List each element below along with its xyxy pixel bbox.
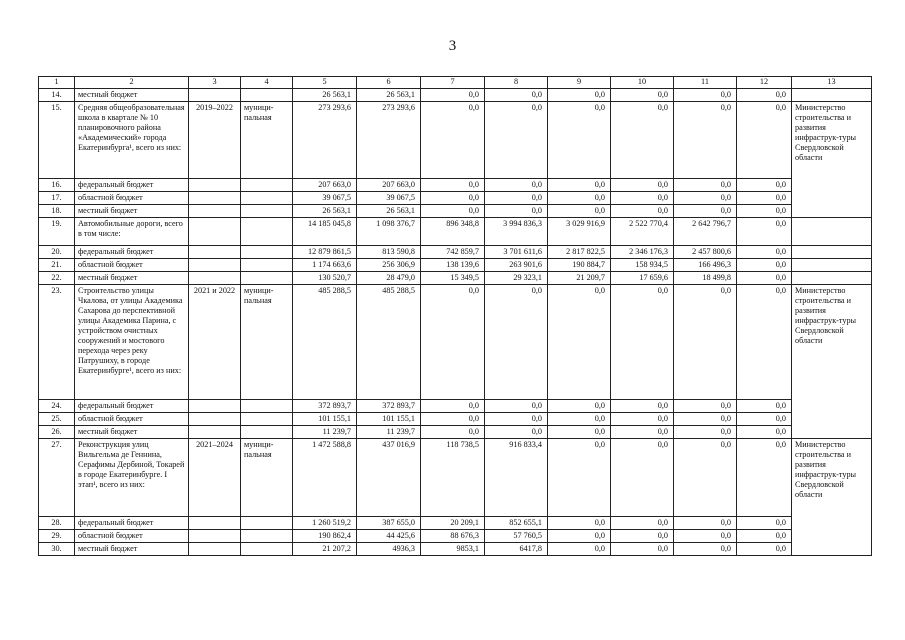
amount-cell: 0,0	[674, 543, 737, 556]
amount-cell: 0,0	[674, 205, 737, 218]
amount-cell: 0,0	[485, 400, 548, 413]
ownership-type	[241, 543, 293, 556]
ownership-type: муници-пальная	[241, 439, 293, 517]
amount-cell: 0,0	[611, 426, 674, 439]
header-cell: 11	[674, 77, 737, 89]
amount-cell: 0,0	[421, 413, 485, 426]
table-row	[39, 179, 872, 192]
amount-cell: 372 893,7	[293, 400, 357, 413]
amount-cell: 0,0	[737, 192, 792, 205]
table-row	[39, 543, 872, 556]
amount-cell: 813 590,8	[357, 246, 421, 259]
item-name: Реконструкция улиц Вильгельма де Геннина, Серафимы Дербиной, Токарей в городе Екатеринбурге. I этап¹, всего из них:	[75, 439, 189, 517]
implementation-years: 2021–2024	[189, 439, 241, 517]
row-number: 30.	[39, 543, 75, 556]
amount-cell: 21 207,2	[293, 543, 357, 556]
amount-cell: 0,0	[548, 517, 611, 530]
amount-cell: 39 067,5	[357, 192, 421, 205]
amount-cell: 4936,3	[357, 543, 421, 556]
amount-cell: 1 472 588,8	[293, 439, 357, 517]
amount-cell: 0,0	[737, 413, 792, 426]
item-name: федеральный бюджет	[75, 517, 189, 530]
header-cell: 2	[75, 77, 189, 89]
amount-cell: 0,0	[737, 89, 792, 102]
amount-cell: 273 293,6	[293, 102, 357, 179]
amount-cell: 0,0	[674, 285, 737, 400]
amount-cell: 0,0	[611, 543, 674, 556]
responsible-ministry	[792, 272, 872, 285]
header-cell: 1	[39, 77, 75, 89]
amount-cell: 916 833,4	[485, 439, 548, 517]
implementation-years	[189, 530, 241, 543]
responsible-ministry	[792, 246, 872, 259]
budget-table	[38, 76, 872, 556]
amount-cell: 0,0	[421, 102, 485, 179]
ownership-type	[241, 426, 293, 439]
amount-cell: 1 260 519,2	[293, 517, 357, 530]
amount-cell: 0,0	[611, 205, 674, 218]
amount-cell: 0,0	[611, 285, 674, 400]
implementation-years	[189, 272, 241, 285]
amount-cell: 44 425,6	[357, 530, 421, 543]
header-cell: 3	[189, 77, 241, 89]
amount-cell: 0,0	[548, 285, 611, 400]
table-row	[39, 426, 872, 439]
amount-cell: 0,0	[674, 413, 737, 426]
amount-cell: 2 346 176,3	[611, 246, 674, 259]
responsible-ministry	[792, 89, 872, 102]
row-number: 18.	[39, 205, 75, 218]
amount-cell: 0,0	[485, 205, 548, 218]
amount-cell: 0,0	[485, 179, 548, 192]
amount-cell: 57 760,5	[485, 530, 548, 543]
implementation-years: 2019–2022	[189, 102, 241, 179]
implementation-years	[189, 89, 241, 102]
amount-cell: 0,0	[674, 89, 737, 102]
table-row	[39, 439, 872, 517]
amount-cell: 0,0	[737, 102, 792, 179]
amount-cell: 485 288,5	[293, 285, 357, 400]
amount-cell: 0,0	[548, 400, 611, 413]
amount-cell: 190 884,7	[548, 259, 611, 272]
amount-cell: 0,0	[737, 517, 792, 530]
amount-cell: 9853,1	[421, 543, 485, 556]
item-name: Автомобильные дороги, всего в том числе:	[75, 218, 189, 246]
amount-cell: 263 901,6	[485, 259, 548, 272]
amount-cell: 29 323,1	[485, 272, 548, 285]
amount-cell: 0,0	[548, 192, 611, 205]
amount-cell: 0,0	[548, 530, 611, 543]
header-cell: 4	[241, 77, 293, 89]
amount-cell: 0,0	[485, 426, 548, 439]
row-number: 19.	[39, 218, 75, 246]
amount-cell: 387 655,0	[357, 517, 421, 530]
amount-cell: 0,0	[548, 89, 611, 102]
amount-cell: 2 522 770,4	[611, 218, 674, 246]
amount-cell: 852 655,1	[485, 517, 548, 530]
amount-cell: 101 155,1	[357, 413, 421, 426]
implementation-years	[189, 543, 241, 556]
amount-cell: 166 496,3	[674, 259, 737, 272]
responsible-ministry	[792, 192, 872, 205]
table-row	[39, 285, 872, 400]
header-cell: 10	[611, 77, 674, 89]
item-name: местный бюджет	[75, 89, 189, 102]
amount-cell: 0,0	[485, 89, 548, 102]
responsible-ministry	[792, 218, 872, 246]
implementation-years	[189, 218, 241, 246]
amount-cell: 0,0	[611, 413, 674, 426]
item-name: местный бюджет	[75, 205, 189, 218]
amount-cell: 2 642 796,7	[674, 218, 737, 246]
amount-cell: 0,0	[611, 400, 674, 413]
responsible-ministry	[792, 426, 872, 439]
amount-cell: 0,0	[548, 102, 611, 179]
row-number: 27.	[39, 439, 75, 517]
amount-cell: 0,0	[737, 272, 792, 285]
amount-cell: 0,0	[737, 543, 792, 556]
amount-cell: 485 288,5	[357, 285, 421, 400]
amount-cell: 3 701 611,6	[485, 246, 548, 259]
amount-cell: 2 457 800,6	[674, 246, 737, 259]
table-body	[39, 77, 872, 556]
amount-cell: 0,0	[421, 192, 485, 205]
row-number: 23.	[39, 285, 75, 400]
amount-cell: 17 659,6	[611, 272, 674, 285]
row-number: 14.	[39, 89, 75, 102]
ownership-type	[241, 517, 293, 530]
table-row	[39, 517, 872, 530]
row-number: 25.	[39, 413, 75, 426]
amount-cell: 0,0	[674, 439, 737, 517]
row-number: 16.	[39, 179, 75, 192]
ownership-type: муници-пальная	[241, 285, 293, 400]
amount-cell: 0,0	[421, 179, 485, 192]
responsible-ministry	[792, 530, 872, 543]
responsible-ministry	[792, 413, 872, 426]
implementation-years	[189, 400, 241, 413]
table-row	[39, 102, 872, 179]
item-name: Средняя общеобразовательная школа в квартале № 10 планировочного района «Академический» города Екатеринбурга¹, всего из них:	[75, 102, 189, 179]
amount-cell: 0,0	[485, 192, 548, 205]
amount-cell: 2 817 822,5	[548, 246, 611, 259]
amount-cell: 0,0	[611, 89, 674, 102]
implementation-years	[189, 246, 241, 259]
responsible-ministry	[792, 179, 872, 192]
amount-cell: 0,0	[737, 179, 792, 192]
ownership-type: муници-пальная	[241, 102, 293, 179]
item-name: местный бюджет	[75, 272, 189, 285]
amount-cell: 3 994 836,3	[485, 218, 548, 246]
table-row	[39, 400, 872, 413]
amount-cell: 0,0	[737, 439, 792, 517]
item-name: местный бюджет	[75, 426, 189, 439]
row-number: 24.	[39, 400, 75, 413]
amount-cell: 0,0	[548, 179, 611, 192]
amount-cell: 0,0	[485, 102, 548, 179]
amount-cell: 207 663,0	[293, 179, 357, 192]
amount-cell: 0,0	[737, 205, 792, 218]
amount-cell: 88 676,3	[421, 530, 485, 543]
header-row	[39, 77, 872, 89]
amount-cell: 101 155,1	[293, 413, 357, 426]
table-row	[39, 192, 872, 205]
amount-cell: 190 862,4	[293, 530, 357, 543]
responsible-ministry	[792, 400, 872, 413]
amount-cell: 0,0	[611, 179, 674, 192]
implementation-years	[189, 192, 241, 205]
amount-cell: 896 348,8	[421, 218, 485, 246]
amount-cell: 21 209,7	[548, 272, 611, 285]
implementation-years	[189, 259, 241, 272]
table-row	[39, 530, 872, 543]
amount-cell: 12 879 861,5	[293, 246, 357, 259]
ownership-type	[241, 218, 293, 246]
amount-cell: 1 098 376,7	[357, 218, 421, 246]
item-name: областной бюджет	[75, 259, 189, 272]
row-number: 15.	[39, 102, 75, 179]
amount-cell: 0,0	[611, 517, 674, 530]
amount-cell: 0,0	[674, 179, 737, 192]
responsible-ministry: Министерство строительства и развития инфраструк-туры Свердловской области	[792, 285, 872, 400]
implementation-years	[189, 517, 241, 530]
amount-cell: 0,0	[611, 439, 674, 517]
ownership-type	[241, 179, 293, 192]
implementation-years	[189, 413, 241, 426]
table-row	[39, 272, 872, 285]
amount-cell: 0,0	[737, 530, 792, 543]
amount-cell: 0,0	[548, 439, 611, 517]
table-row	[39, 413, 872, 426]
amount-cell: 0,0	[674, 192, 737, 205]
table-row	[39, 259, 872, 272]
item-name: Строительство улицы Чкалова, от улицы Академика Сахарова до перспективной улицы Академика Парина, с устройством очистных сооружений и мостового перехода через реку Патрушиху, в городе Екатеринбурге¹, всего из них:	[75, 285, 189, 400]
amount-cell: 0,0	[421, 426, 485, 439]
page-number: 3	[448, 38, 457, 54]
amount-cell: 0,0	[674, 102, 737, 179]
responsible-ministry	[792, 259, 872, 272]
amount-cell: 20 209,1	[421, 517, 485, 530]
amount-cell: 207 663,0	[357, 179, 421, 192]
row-number: 17.	[39, 192, 75, 205]
header-cell: 8	[485, 77, 548, 89]
responsible-ministry	[792, 543, 872, 556]
amount-cell: 372 893,7	[357, 400, 421, 413]
amount-cell: 6417,8	[485, 543, 548, 556]
header-cell: 5	[293, 77, 357, 89]
responsible-ministry	[792, 517, 872, 530]
amount-cell: 0,0	[737, 246, 792, 259]
ownership-type	[241, 259, 293, 272]
table-row	[39, 89, 872, 102]
amount-cell: 0,0	[548, 205, 611, 218]
amount-cell: 138 139,6	[421, 259, 485, 272]
amount-cell: 0,0	[737, 400, 792, 413]
row-number: 26.	[39, 426, 75, 439]
amount-cell: 0,0	[611, 102, 674, 179]
responsible-ministry	[792, 205, 872, 218]
implementation-years	[189, 426, 241, 439]
amount-cell: 0,0	[674, 400, 737, 413]
ownership-type	[241, 89, 293, 102]
amount-cell: 256 306,9	[357, 259, 421, 272]
ownership-type	[241, 400, 293, 413]
header-cell: 7	[421, 77, 485, 89]
amount-cell: 0,0	[485, 285, 548, 400]
table-row	[39, 246, 872, 259]
amount-cell: 15 349,5	[421, 272, 485, 285]
row-number: 28.	[39, 517, 75, 530]
amount-cell: 742 859,7	[421, 246, 485, 259]
amount-cell: 26 563,1	[293, 89, 357, 102]
item-name: областной бюджет	[75, 192, 189, 205]
row-number: 20.	[39, 246, 75, 259]
amount-cell: 118 738,5	[421, 439, 485, 517]
header-cell: 9	[548, 77, 611, 89]
row-number: 22.	[39, 272, 75, 285]
header-cell: 6	[357, 77, 421, 89]
amount-cell: 39 067,5	[293, 192, 357, 205]
implementation-years	[189, 179, 241, 192]
ownership-type	[241, 272, 293, 285]
amount-cell: 18 499,8	[674, 272, 737, 285]
ownership-type	[241, 205, 293, 218]
amount-cell: 0,0	[674, 517, 737, 530]
row-number: 29.	[39, 530, 75, 543]
amount-cell: 0,0	[421, 400, 485, 413]
amount-cell: 130 520,7	[293, 272, 357, 285]
amount-cell: 0,0	[674, 530, 737, 543]
amount-cell: 26 563,1	[293, 205, 357, 218]
ownership-type	[241, 192, 293, 205]
implementation-years	[189, 205, 241, 218]
amount-cell: 0,0	[485, 413, 548, 426]
item-name: областной бюджет	[75, 530, 189, 543]
amount-cell: 0,0	[737, 285, 792, 400]
amount-cell: 0,0	[611, 530, 674, 543]
ownership-type	[241, 530, 293, 543]
amount-cell: 0,0	[548, 543, 611, 556]
amount-cell: 26 563,1	[357, 89, 421, 102]
item-name: областной бюджет	[75, 413, 189, 426]
amount-cell: 3 029 916,9	[548, 218, 611, 246]
amount-cell: 0,0	[421, 89, 485, 102]
amount-cell: 273 293,6	[357, 102, 421, 179]
amount-cell: 26 563,1	[357, 205, 421, 218]
amount-cell: 158 934,5	[611, 259, 674, 272]
amount-cell: 0,0	[421, 205, 485, 218]
amount-cell: 0,0	[611, 192, 674, 205]
amount-cell: 11 239,7	[293, 426, 357, 439]
amount-cell: 0,0	[421, 285, 485, 400]
item-name: федеральный бюджет	[75, 400, 189, 413]
table-row	[39, 205, 872, 218]
header-cell: 12	[737, 77, 792, 89]
item-name: федеральный бюджет	[75, 179, 189, 192]
implementation-years: 2021 и 2022	[189, 285, 241, 400]
header-cell: 13	[792, 77, 872, 89]
item-name: местный бюджет	[75, 543, 189, 556]
ownership-type	[241, 246, 293, 259]
item-name: федеральный бюджет	[75, 246, 189, 259]
ownership-type	[241, 413, 293, 426]
amount-cell: 11 239,7	[357, 426, 421, 439]
responsible-ministry: Министерство строительства и развития инфраструк-туры Свердловской области	[792, 102, 872, 179]
amount-cell: 0,0	[548, 426, 611, 439]
amount-cell: 0,0	[737, 218, 792, 246]
responsible-ministry: Министерство строительства и развития инфраструк-туры Свердловской области	[792, 439, 872, 517]
amount-cell: 437 016,9	[357, 439, 421, 517]
row-number: 21.	[39, 259, 75, 272]
amount-cell: 28 479,0	[357, 272, 421, 285]
amount-cell: 0,0	[548, 413, 611, 426]
amount-cell: 0,0	[737, 259, 792, 272]
table-row	[39, 218, 872, 246]
amount-cell: 1 174 663,6	[293, 259, 357, 272]
amount-cell: 0,0	[674, 426, 737, 439]
amount-cell: 14 185 045,8	[293, 218, 357, 246]
amount-cell: 0,0	[737, 426, 792, 439]
